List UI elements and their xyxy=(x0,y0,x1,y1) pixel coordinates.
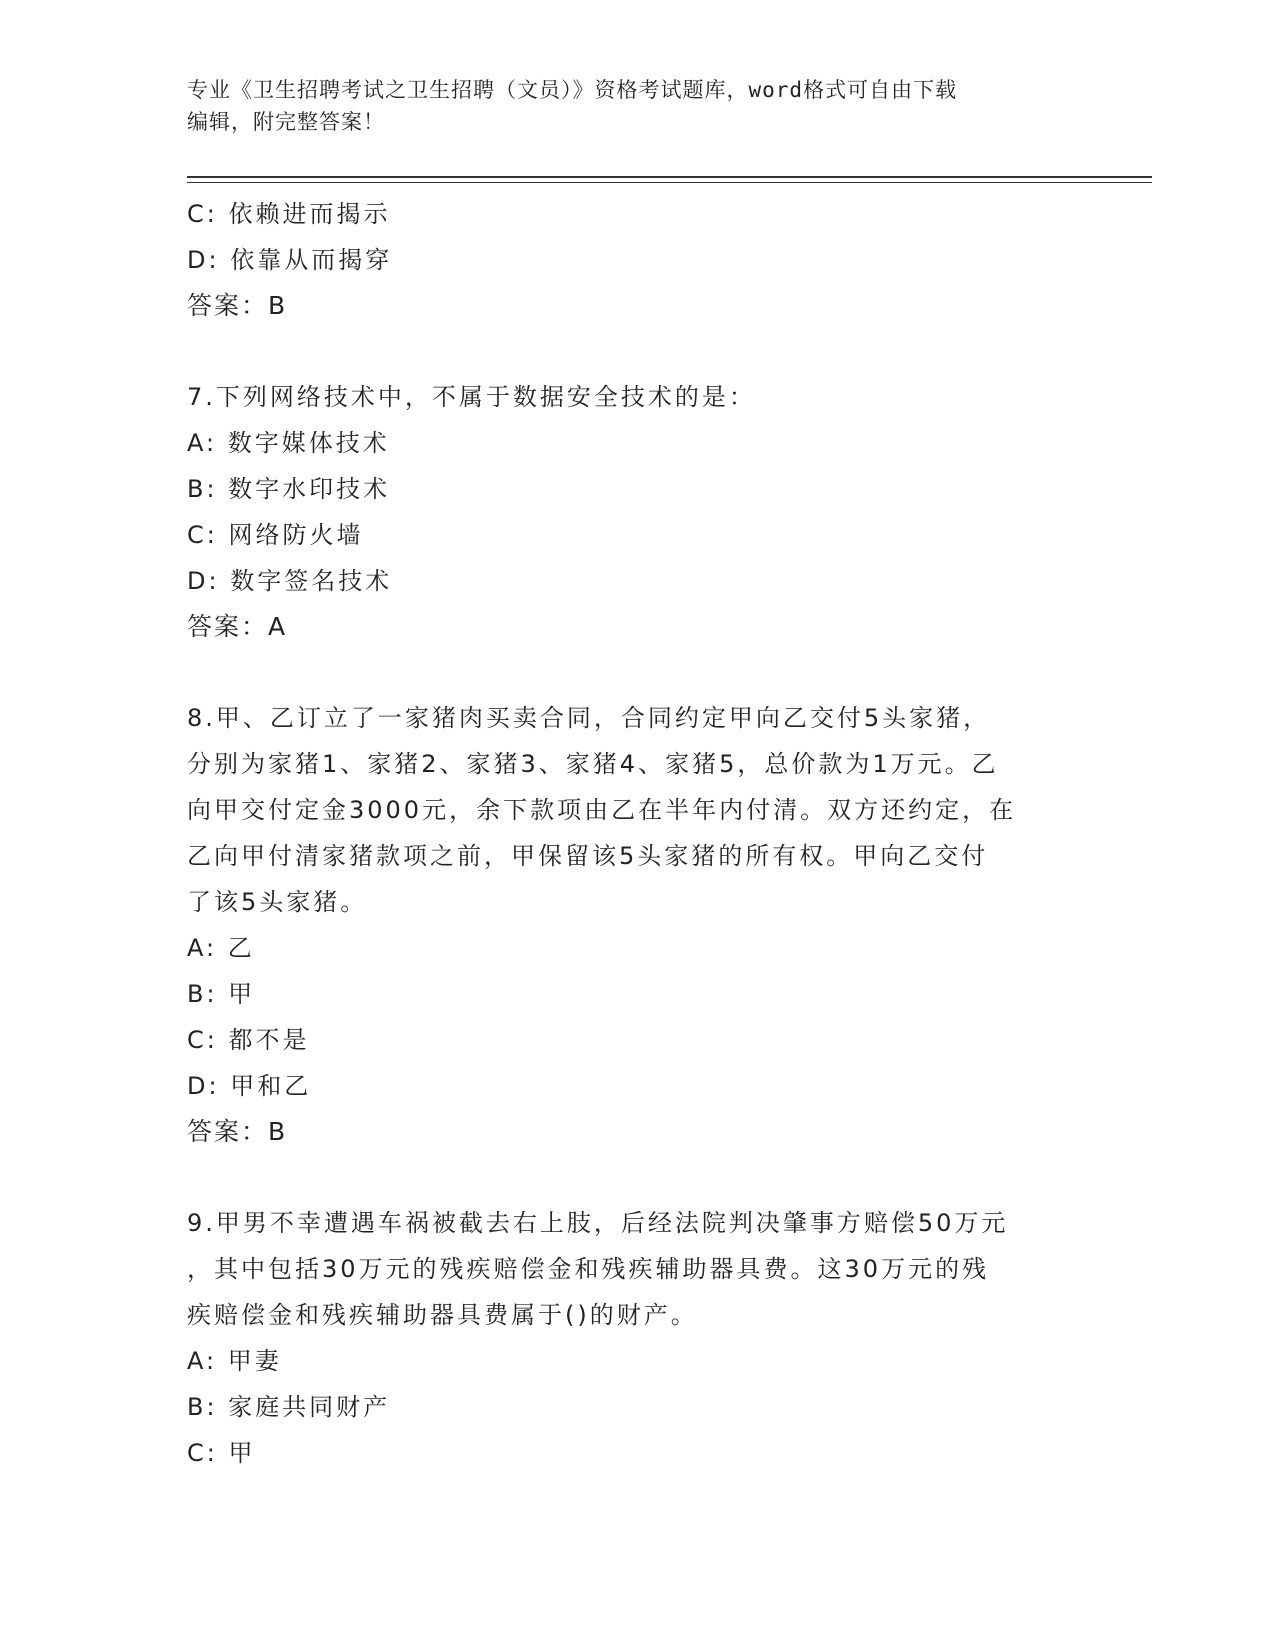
question-7 xyxy=(187,374,1087,650)
question-text-line-5: 了该5头家猪。 xyxy=(187,888,368,916)
header-line-2: 编辑，附完整答案！ xyxy=(187,110,385,134)
question-text-line-3: 疾赔偿金和残疾辅助器具费属于()的财产。 xyxy=(187,1301,698,1329)
option-c: C: 都不是 xyxy=(187,1026,310,1054)
question-text-line-2: 分别为家猪1、家猪2、家猪3、家猪4、家猪5，总价款为1万元。乙 xyxy=(187,750,999,778)
question-list xyxy=(187,191,1087,1476)
answer-line: 答案：A xyxy=(187,612,288,641)
option-c: C: 网络防火墙 xyxy=(187,521,364,549)
answer-line: 答案：B xyxy=(187,1117,288,1146)
header-divider-thick xyxy=(187,176,1152,178)
question-text-line-4: 乙向甲付清家猪款项之前，甲保留该5头家猪的所有权。甲向乙交付 xyxy=(187,842,989,870)
question-text-line-1: 8.甲、乙订立了一家猪肉买卖合同，合同约定甲向乙交付5头家猪， xyxy=(187,704,991,732)
question-text-line-3: 向甲交付定金3000元，余下款项由乙在半年内付清。双方还约定，在 xyxy=(187,796,1017,824)
question-text-line-1: 9.甲男不幸遭遇车祸被截去右上肢，后经法院判决肇事方赔偿50万元 xyxy=(187,1209,1009,1237)
option-a: A: 数字媒体技术 xyxy=(187,429,390,457)
option-c: C: 依赖进而揭示 xyxy=(187,200,391,228)
question-6-continued xyxy=(187,191,1087,329)
document-header xyxy=(187,74,1067,138)
header-divider-thin xyxy=(187,182,1152,183)
question-8 xyxy=(187,695,1087,1155)
option-a: A: 甲妻 xyxy=(187,1347,282,1375)
option-c: C: 甲 xyxy=(187,1439,256,1467)
answer-line: 答案：B xyxy=(187,291,288,320)
option-a: A: 乙 xyxy=(187,934,255,962)
question-9 xyxy=(187,1200,1087,1476)
question-text-line-2: ，其中包括30万元的残疾赔偿金和残疾辅助器具费。这30万元的残 xyxy=(187,1255,990,1283)
option-b: B: 数字水印技术 xyxy=(187,475,391,503)
option-d: D: 数字签名技术 xyxy=(187,567,393,595)
question-text: 7.下列网络技术中，不属于数据安全技术的是： xyxy=(187,383,756,411)
option-b: B: 甲 xyxy=(187,980,256,1008)
option-d: D: 依靠从而揭穿 xyxy=(187,246,393,274)
option-b: B: 家庭共同财产 xyxy=(187,1393,391,1421)
option-d: D: 甲和乙 xyxy=(187,1072,312,1100)
header-line-1: 专业《卫生招聘考试之卫生招聘（文员）》资格考试题库，word格式可自由下载 xyxy=(187,78,958,102)
